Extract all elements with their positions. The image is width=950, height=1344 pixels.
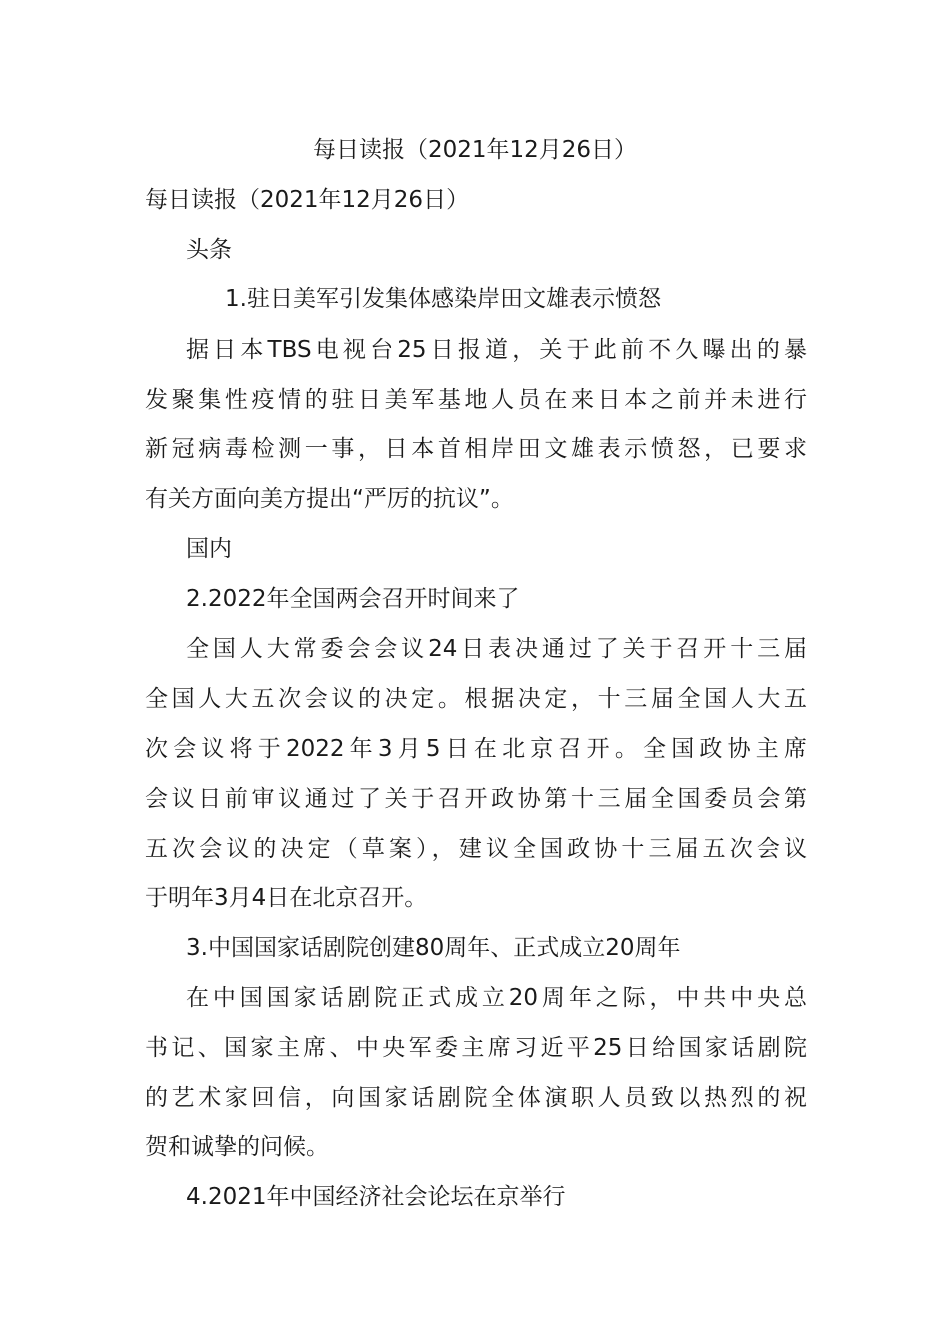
page-title: 每日读报（2021年12月26日）	[312, 137, 638, 163]
item-1-line-3: 新冠病毒检测一事，日本首相岸田文雄表示愤怒，已要求	[145, 436, 807, 462]
item-2-line-6: 于明年3月4日在北京召开。	[145, 885, 428, 911]
item-2-line-2: 全国人大五次会议的决定。根据决定，十三届全国人大五	[145, 686, 807, 712]
item-2-line-3: 次会议将于2022年3月5日在北京召开。全国政协主席	[145, 736, 807, 762]
item-3-line-1: 在中国国家话剧院正式成立20周年之际，中共中央总	[186, 985, 807, 1011]
item-2-line-1: 全国人大常委会会议24日表决通过了关于召开十三届	[186, 636, 807, 662]
item-4-title: 4.2021年中国经济社会论坛在京举行	[186, 1184, 566, 1210]
item-1-line-4: 有关方面向美方提出“严厉的抗议”。	[145, 486, 514, 512]
item-3-line-4: 贺和诚挚的问候。	[145, 1134, 329, 1160]
item-2-line-4: 会议日前审议通过了关于召开政协第十三届全国委员会第	[145, 786, 807, 812]
section-heading-headline: 头条	[186, 237, 232, 263]
item-1-line-2: 发聚集性疫情的驻日美军基地人员在来日本之前并未进行	[145, 387, 807, 413]
item-2-line-5: 五次会议的决定（草案），建议全国政协十三届五次会议	[145, 836, 807, 862]
section-heading-domestic: 国内	[186, 536, 232, 562]
item-3-line-2: 书记、国家主席、中央军委主席习近平25日给国家话剧院	[145, 1035, 807, 1061]
item-3-line-3: 的艺术家回信，向国家话剧院全体演职人员致以热烈的祝	[145, 1085, 807, 1111]
item-1-line-1: 据日本TBS电视台25日报道，关于此前不久曝出的暴	[186, 337, 807, 363]
item-1-title: 1.驻日美军引发集体感染岸田文雄表示愤怒	[225, 286, 661, 312]
document-subtitle: 每日读报（2021年12月26日）	[145, 187, 470, 213]
item-2-title: 2.2022年全国两会召开时间来了	[186, 586, 520, 612]
item-3-title: 3.中国国家话剧院创建80周年、正式成立20周年	[186, 935, 681, 961]
